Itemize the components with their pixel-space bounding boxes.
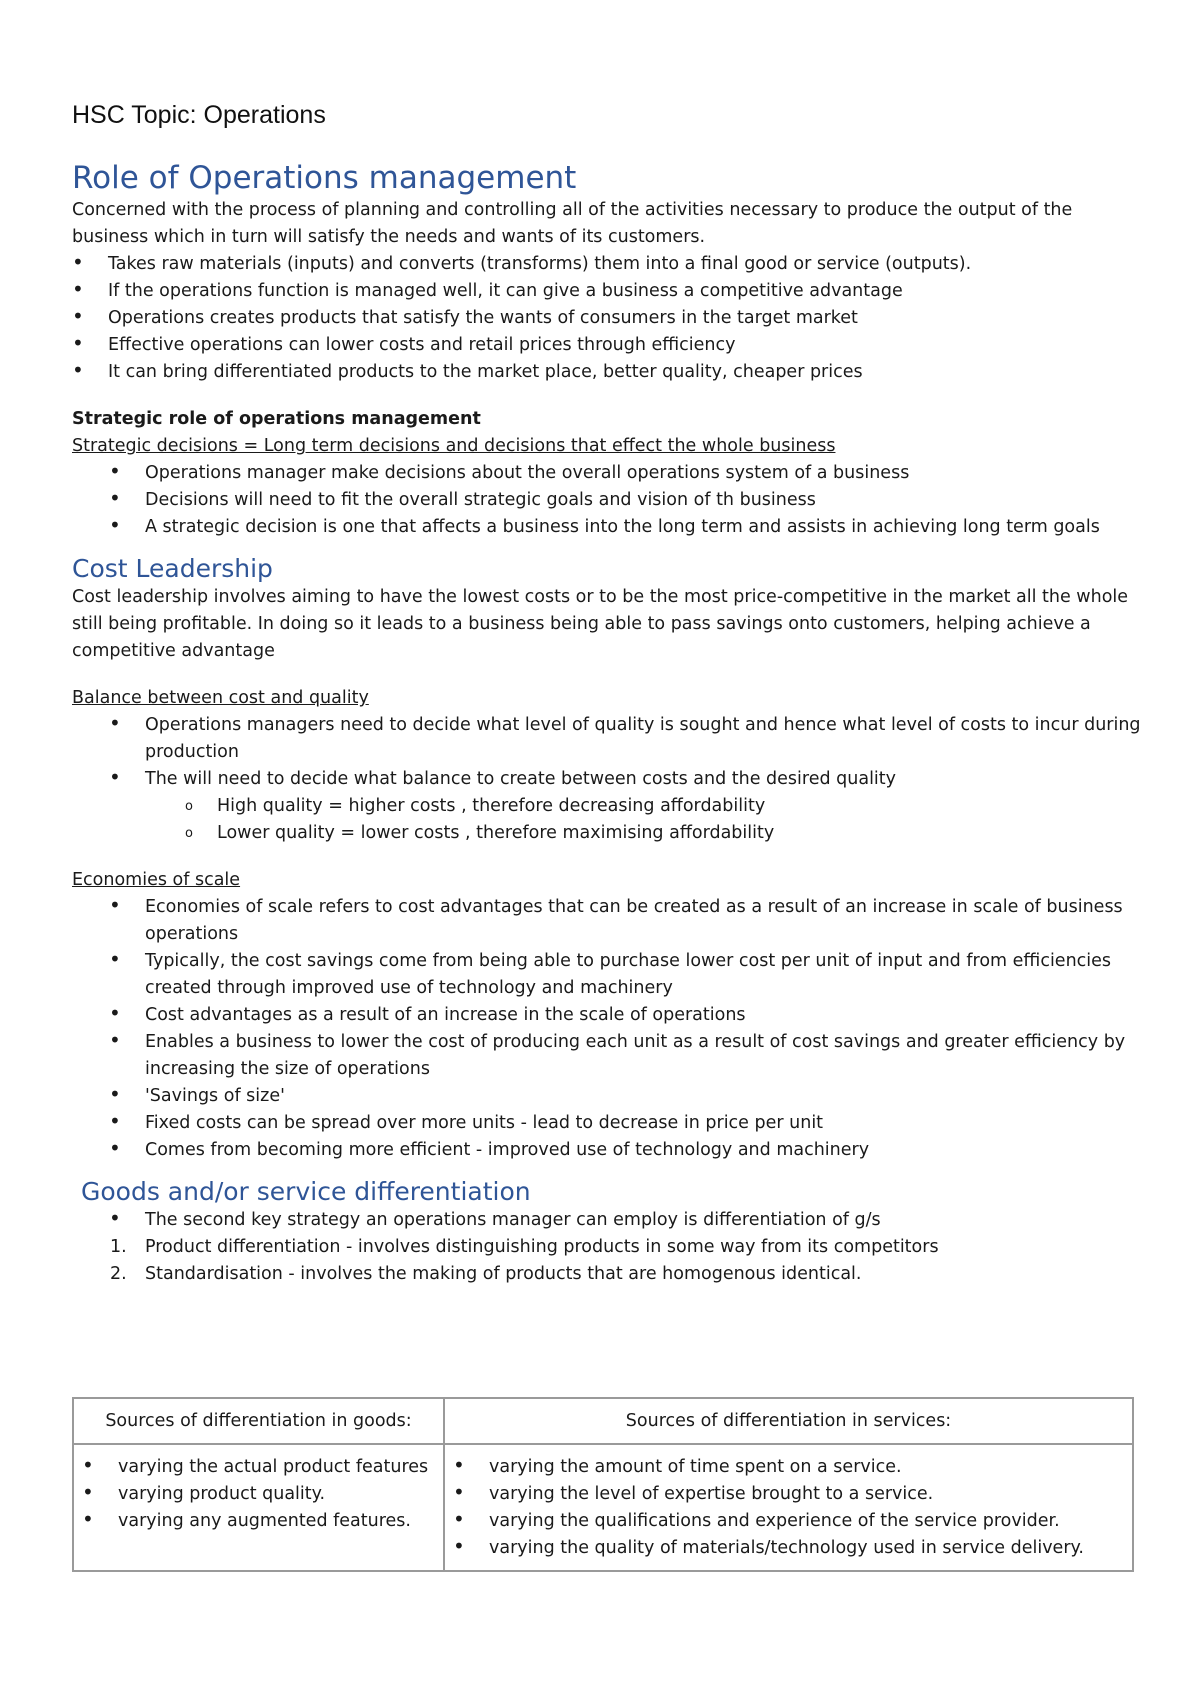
goods-list — [80, 1454, 437, 1535]
goods-cell — [73, 1444, 444, 1571]
bullet-icon: • — [109, 765, 121, 790]
list-item: 2. Standardisation - involves the making of products that are homogenous identical. — [110, 1264, 862, 1285]
list-item: • varying product quality. — [82, 1480, 326, 1504]
economies-of-scale-heading: Economies of scale — [72, 870, 241, 891]
bullet-icon: • — [109, 486, 121, 511]
table-row — [73, 1444, 1133, 1571]
differentiation-table — [72, 1397, 1134, 1572]
services-column-header: Sources of differentiation in services: — [444, 1398, 1133, 1444]
bullet-icon: • — [82, 1453, 94, 1477]
services-cell — [444, 1444, 1133, 1571]
list-item: • Takes raw materials (inputs) and converts (transforms) them into a final good or service (outputs). — [72, 250, 972, 275]
list-item: o Lower quality = lower costs , therefore maximising affordability — [72, 820, 1142, 847]
list-item: • varying the qualifications and experience of the service provider. — [453, 1507, 1060, 1531]
list-item: • Operations manager make decisions about the overall operations system of a business — [109, 459, 910, 484]
list-item: • Economies of scale refers to cost advantages that can be created as a result of an increase in scale of business operations — [109, 893, 1123, 945]
list-item: o High quality = higher costs , therefore decreasing affordability — [72, 793, 1142, 820]
list-item: • varying the quality of materials/technology used in service delivery. — [453, 1534, 1084, 1558]
balance-sub-list — [72, 793, 1142, 847]
bullet-icon: • — [453, 1480, 465, 1504]
balance-bullet-list — [72, 712, 1142, 793]
bullet-icon: • — [72, 358, 84, 383]
cost-leadership-intro: Cost leadership involves aiming to have the lowest costs or to be the most price-competitive in the market all the whole still being profitable. In doing so it leads to a business being able to pass savings onto customers, helping achieve a competitive advantage — [72, 587, 1129, 662]
document-title: HSC Topic: Operations — [72, 101, 326, 129]
list-item: • Operations creates products that satisfy the wants of consumers in the target market — [72, 304, 858, 329]
bullet-icon: • — [82, 1480, 94, 1504]
circle-bullet-icon: o — [185, 799, 193, 815]
list-item: • If the operations function is managed well, it can give a business a competitive advantage — [72, 277, 903, 302]
list-item: • It can bring differentiated products to the market place, better quality, cheaper prices — [72, 358, 863, 383]
balance-heading: Balance between cost and quality — [72, 688, 369, 709]
list-item: • The second key strategy an operations manager can employ is differentiation of g/s — [109, 1206, 881, 1231]
bullet-icon: • — [109, 459, 121, 484]
bullet-icon: • — [72, 331, 84, 356]
services-list — [451, 1454, 1126, 1562]
list-item: • Comes from becoming more efficient - improved use of technology and machinery — [109, 1136, 870, 1161]
differentiation-bullet-list — [72, 1207, 1142, 1234]
bullet-icon: • — [453, 1534, 465, 1558]
bullet-icon: • — [109, 1136, 121, 1161]
cost-leadership-heading: Cost Leadership — [72, 554, 273, 584]
list-item: • A strategic decision is one that affects a business into the long term and assists in achieving long term goals — [109, 513, 1100, 538]
bullet-icon: • — [109, 1082, 121, 1107]
bullet-icon: • — [72, 304, 84, 329]
bullet-icon: • — [109, 1109, 121, 1134]
bullet-icon: • — [109, 1028, 121, 1053]
role-heading: Role of Operations management — [72, 160, 577, 196]
list-item: • Fixed costs can be spread over more units - lead to decrease in price per unit — [109, 1109, 824, 1134]
role-intro: Concerned with the process of planning and controlling all of the activities necessary to produce the output of the business which in turn will satisfy the needs and wants of its customers. — [72, 200, 1073, 248]
role-bullet-list — [72, 251, 1142, 386]
economies-bullet-list — [72, 894, 1142, 1164]
table-header-row — [73, 1398, 1133, 1444]
list-item: • Effective operations can lower costs and retail prices through efficiency — [72, 331, 736, 356]
differentiation-heading: Goods and/or service differentiation — [81, 1177, 531, 1207]
list-item: • 'Savings of size' — [109, 1082, 285, 1107]
list-item: • varying any augmented features. — [82, 1507, 411, 1531]
circle-bullet-icon: o — [185, 826, 193, 842]
list-item: • Decisions will need to fit the overall strategic goals and vision of th business — [109, 486, 816, 511]
bullet-icon: • — [109, 1001, 121, 1026]
bullet-icon: • — [82, 1507, 94, 1531]
list-item: • varying the level of expertise brought to a service. — [453, 1480, 934, 1504]
bullet-icon: • — [453, 1507, 465, 1531]
strategic-role-heading: Strategic role of operations management — [72, 409, 481, 430]
list-item: • varying the amount of time spent on a service. — [453, 1453, 902, 1477]
bullet-icon: • — [109, 711, 121, 736]
list-item: • Enables a business to lower the cost of producing each unit as a result of cost savings and greater efficiency by increasing the size of operations — [109, 1028, 1126, 1080]
bullet-icon: • — [109, 893, 121, 918]
bullet-icon: • — [109, 1206, 121, 1231]
list-item: • Cost advantages as a result of an increase in the scale of operations — [109, 1001, 746, 1026]
list-item: 1. Product differentiation - involves distinguishing products in some way from its competitors — [110, 1237, 939, 1258]
bullet-icon: • — [109, 947, 121, 972]
strategic-bullet-list — [72, 460, 1142, 541]
bullet-icon: • — [109, 513, 121, 538]
strategic-decisions-definition: Strategic decisions = Long term decisions and decisions that effect the whole business — [72, 436, 836, 457]
list-item: • Typically, the cost savings come from being able to purchase lower cost per unit of input and from efficiencies created through improved use of technology and machinery — [109, 947, 1112, 999]
bullet-icon: • — [453, 1453, 465, 1477]
list-item: • Operations managers need to decide what level of quality is sought and hence what level of costs to incur during production — [109, 711, 1141, 763]
bullet-icon: • — [72, 250, 84, 275]
goods-column-header: Sources of differentiation in goods: — [73, 1398, 444, 1444]
bullet-icon: • — [72, 277, 84, 302]
list-item: • The will need to decide what balance to create between costs and the desired quality — [109, 765, 897, 790]
differentiation-numbered-list — [72, 1234, 1142, 1288]
document-body — [72, 160, 1142, 1288]
list-item: • varying the actual product features — [82, 1453, 429, 1477]
